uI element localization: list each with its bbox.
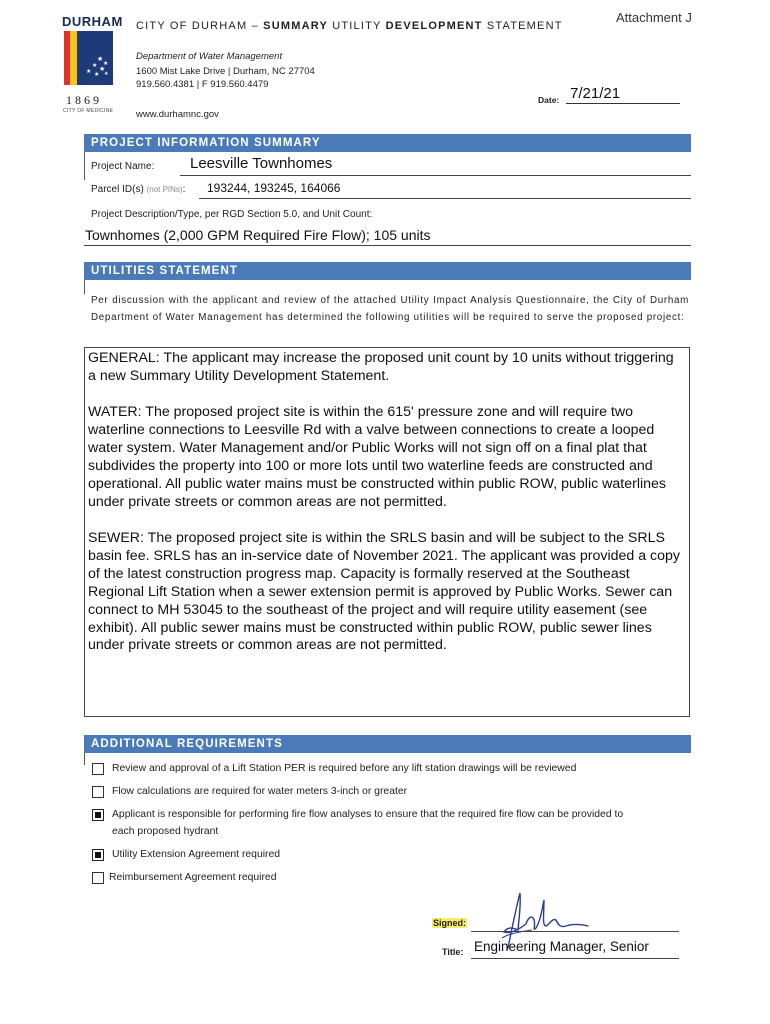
title-field[interactable]: Engineering Manager, Senior [474,939,649,954]
reimbursement-label: Reimbursement Agreement required [109,872,277,883]
department-name: Department of Water Management [136,51,283,62]
reimbursement-checkbox[interactable] [92,872,104,884]
parcel-colon: : [182,184,186,195]
lift-station-checkbox[interactable] [92,763,104,775]
parcel-line [199,198,691,199]
title-part-4: DEVELOPMENT [385,20,483,32]
project-name-label: Project Name: [91,161,155,172]
project-description-field[interactable]: Townhomes (2,000 GPM Required Fire Flow); 105 units [85,227,431,243]
lift-station-label: Review and approval of a Lift Station PER is required before any lift station drawings will be reviewed [112,763,577,774]
parcel-label-text: Parcel ID(s) [91,184,147,195]
sewer-paragraph: SEWER: The proposed project site is within the SRLS basin and will be subject to the SRLS basin fee. SRLS has an in-service date of November 2021. The applicant was provided a copy of the latest construction progress map. Capacity is formally reserved at the Southeast Regional Lift Station when a sewer extension permit is approved by Public Works. Sewer can connect to MH 53045 to the southeast of the project and will require utility easement (see exhibit). All public sewer mains must be constructed within public ROW, public sewer lines under private streets or common areas are not permitted. [88,530,681,654]
logo-year: 1869 [66,93,102,107]
parcel-label [91,184,185,195]
svg-text:★: ★ [103,60,109,67]
utilities-heading: UTILITIES STATEMENT [84,262,691,280]
flow-calculations-label: Flow calculations are required for water meters 3-inch or greater [112,786,408,797]
attachment-label: Attachment J [616,10,692,25]
title-part-3: UTILITY [327,20,386,32]
title-label: Title: [442,947,464,957]
utility-extension-checkbox[interactable] [92,849,104,861]
svg-text:★: ★ [94,71,100,78]
svg-text:★: ★ [99,65,106,73]
title-part-5: STATEMENT [482,20,563,32]
title-part-2: SUMMARY [263,20,328,32]
project-description-line [84,245,691,246]
flow-calculations-checkbox[interactable] [92,786,104,798]
date-field[interactable]: 7/21/21 [570,85,621,102]
utility-extension-label: Utility Extension Agreement required [112,849,281,860]
durham-wordmark: DURHAM [62,14,123,29]
signature-flourish [502,930,532,938]
project-name-line [180,175,691,176]
durham-logo-icon [64,31,113,85]
date-line [566,103,680,104]
additional-left-rule [84,753,85,765]
department-phone: 919.560.4381 | F 919.560.4479 [136,79,269,90]
project-description-label: Project Description/Type, per RGD Section 5.0, and Unit Count: [91,209,373,220]
water-paragraph: WATER: The proposed project site is within the 615' pressure zone and will require two waterline connections to Leesville Rd with a valve between connections to create a looped water system. Water Management and/or Public Works will not sign off on a final plat that subdivides the property into 100 or more lots until two waterline feeds are constructed and operational. All public water mains must be constructed within public ROW, public waterlines under private streets or common areas are not permitted. [88,404,667,510]
utilities-intro: Per discussion with the applicant and review of the attached Utility Impact Analysis Questionnaire, the City of Durham Department of Water Management has determined the following utilities will be required to serve the proposed project: [91,295,689,323]
fire-flow-checkbox[interactable] [92,809,104,821]
fire-flow-label: Applicant is responsible for performing fire flow analyses to ensure that the required fire flow can be provided to each proposed hydrant [112,809,624,837]
svg-text:★: ★ [104,71,109,77]
additional-requirements-heading: ADDITIONAL REQUIREMENTS [84,735,691,753]
logo-yellow-stripe [70,31,77,85]
department-address: 1600 Mist Lake Drive | Durham, NC 27704 [136,66,315,77]
logo-red-stripe [64,31,70,85]
svg-text:★: ★ [86,68,92,75]
project-name-field[interactable]: Leesville Townhomes [190,155,333,172]
parcel-field[interactable]: 193244, 193245, 164066 [207,181,341,195]
section-left-rule [84,152,85,180]
document-title [136,20,563,32]
title-part-1: CITY OF DURHAM – [136,20,264,32]
date-label: Date: [538,95,560,105]
signed-label-text: Signed: [433,918,466,928]
department-website: www.durhamnc.gov [136,109,219,120]
signed-label [432,918,467,928]
utilities-left-rule [84,280,85,294]
general-paragraph: GENERAL: The applicant may increase the proposed unit count by 10 units without triggering a new Summary Utility Development Statement. [88,350,674,384]
title-line [471,958,679,959]
logo-subtitle: CITY OF MEDICINE [63,108,114,114]
svg-text:★: ★ [92,62,98,69]
project-info-heading: PROJECT INFORMATION SUMMARY [84,134,691,152]
svg-text:★: ★ [97,55,104,63]
parcel-note: (not PINs) [146,185,183,194]
